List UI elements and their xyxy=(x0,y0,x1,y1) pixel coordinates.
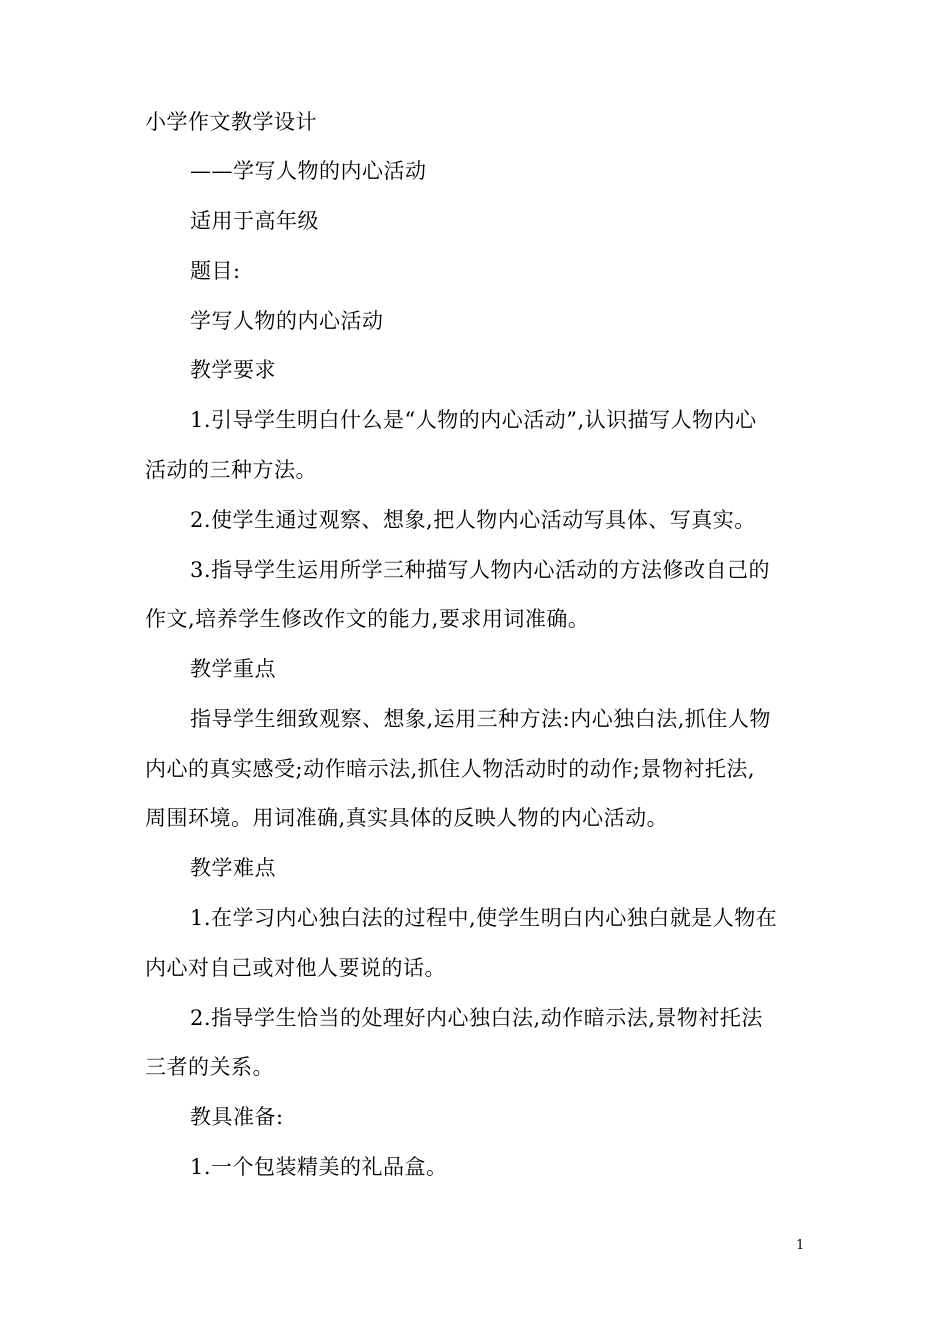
grade-label: 适用于高年级 xyxy=(190,209,319,233)
requirement-1-line-1: 1.引导学生明白什么是“人物的内心活动”,认识描写人物内心 xyxy=(190,408,757,432)
requirement-1-line-2: 活动的三种方法。 xyxy=(145,458,317,482)
difficulty-1-line-1: 1.在学习内心独白法的过程中,使学生明白内心独白就是人物在 xyxy=(190,906,778,930)
topic-heading: 题目: xyxy=(190,259,241,283)
document-title: 小学作文教学设计 xyxy=(145,110,317,134)
document-subtitle: ——学写人物的内心活动 xyxy=(190,159,427,183)
topic-text: 学写人物的内心活动 xyxy=(190,309,384,333)
requirement-3-line-1: 3.指导学生运用所学三种描写人物内心活动的方法修改自己的 xyxy=(190,558,771,582)
difficulty-2-line-1: 2.指导学生恰当的处理好内心独白法,动作暗示法,景物衬托法 xyxy=(190,1006,763,1030)
difficulty-1-line-2: 内心对自己或对他人要说的话。 xyxy=(145,956,446,980)
requirement-3-line-2: 作文,培养学生修改作文的能力,要求用词准确。 xyxy=(145,607,590,631)
requirement-2: 2.使学生通过观察、想象,把人物内心活动写具体、写真实。 xyxy=(190,508,756,532)
material-1: 1.一个包装精美的礼品盒。 xyxy=(190,1155,448,1179)
materials-heading: 教具准备: xyxy=(190,1105,284,1129)
focus-line-1: 指导学生细致观察、想象,运用三种方法:内心独白法,抓住人物 xyxy=(190,707,771,731)
focus-heading: 教学重点 xyxy=(190,657,276,681)
focus-line-3: 周围环境。用词准确,真实具体的反映人物的内心活动。 xyxy=(145,806,669,830)
page-number: 1 xyxy=(796,1238,805,1253)
difficulty-heading: 教学难点 xyxy=(190,856,276,880)
focus-line-2: 内心的真实感受;动作暗示法,抓住人物活动时的动作;景物衬托法, xyxy=(145,757,755,781)
requirements-heading: 教学要求 xyxy=(190,358,276,382)
difficulty-2-line-2: 三者的关系。 xyxy=(145,1055,274,1079)
